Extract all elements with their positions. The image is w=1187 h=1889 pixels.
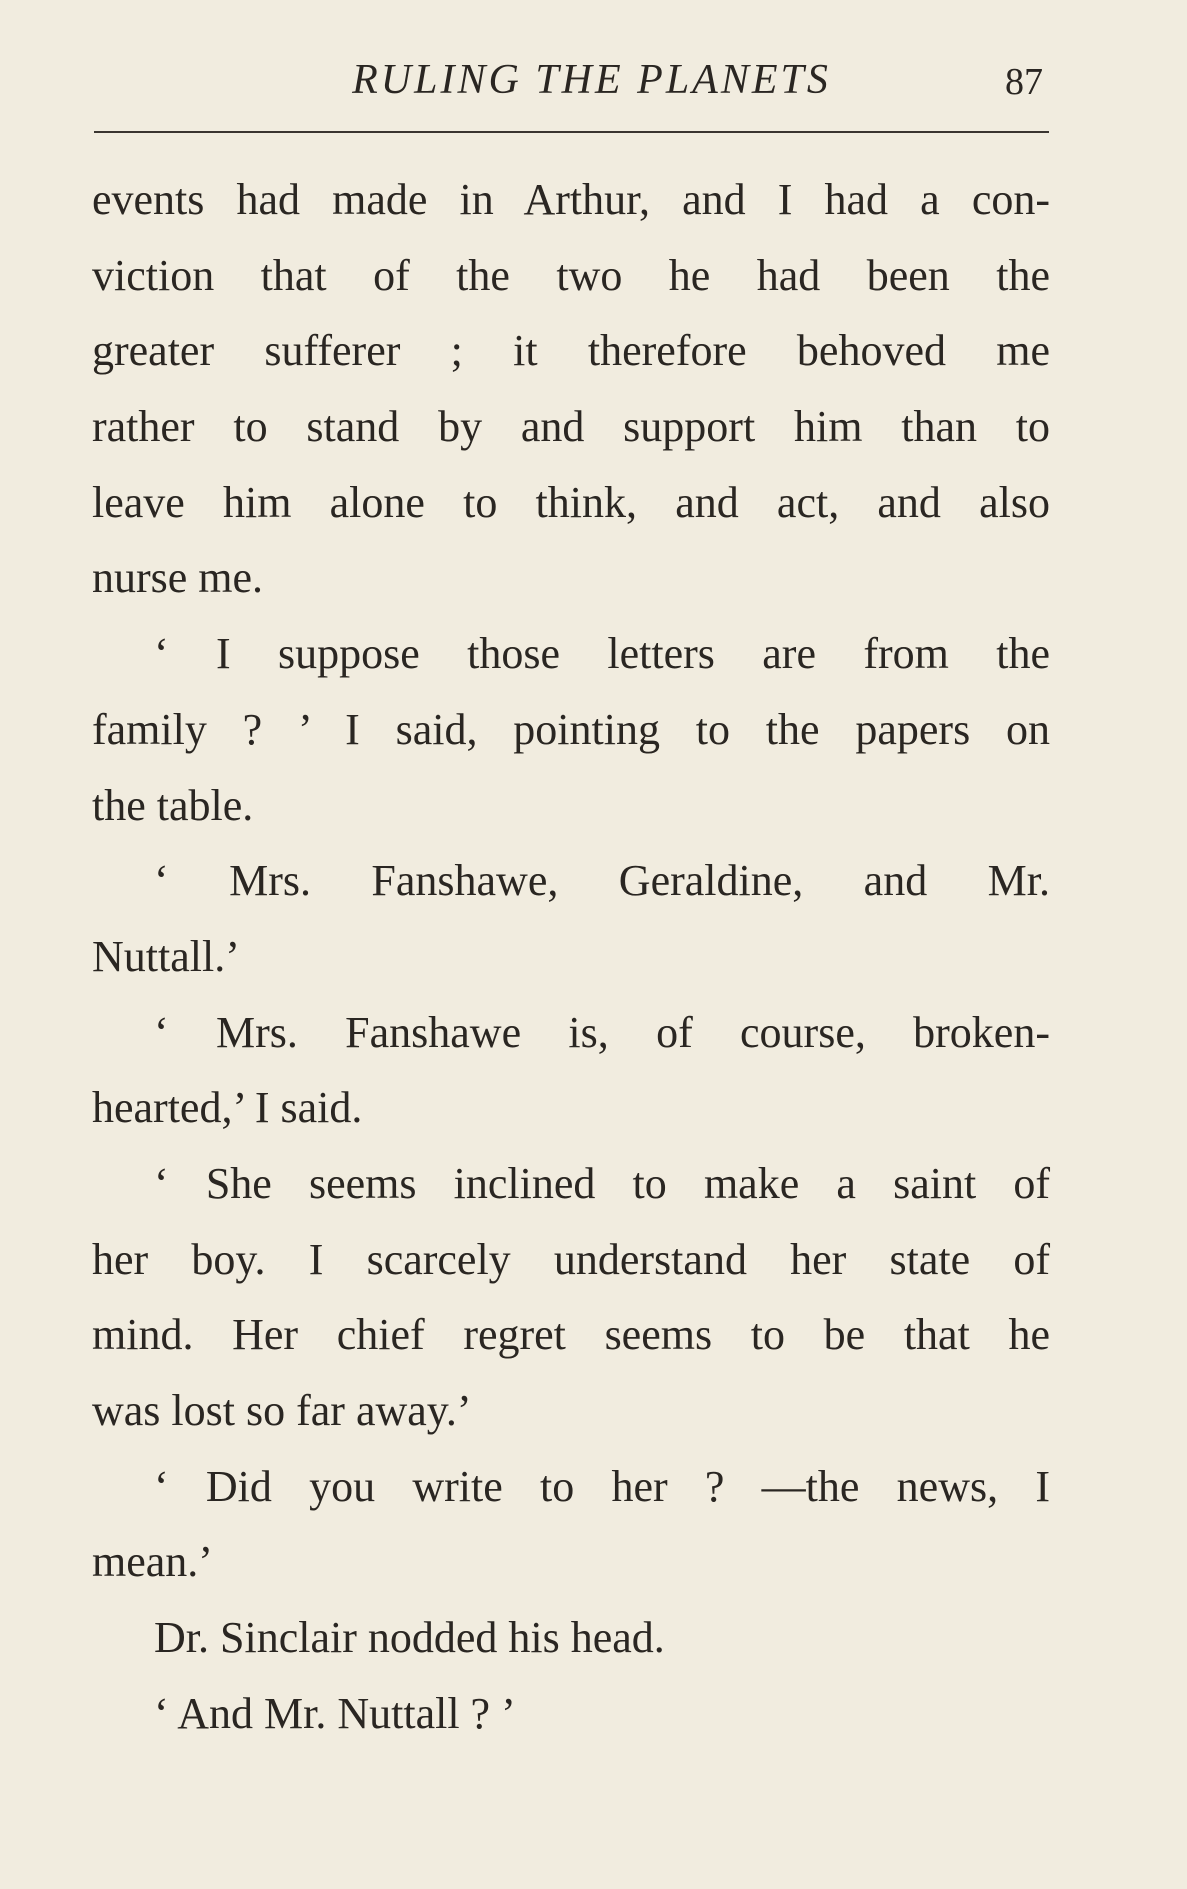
running-title: RULING THE PLANETS xyxy=(352,57,831,103)
text-line: events had made in Arthur, and I had a con- xyxy=(92,175,1050,224)
body-text xyxy=(92,162,1050,1751)
text-line: leave him alone to think, and act, and also xyxy=(92,477,1050,527)
text-line: hearted,’ I said. xyxy=(92,1083,363,1133)
text-line: Nuttall.’ xyxy=(92,931,240,981)
text-line: the table. xyxy=(92,780,254,830)
text-line: viction that of the two he had been the xyxy=(92,250,1050,300)
text-line: her boy. I scarcely understand her state of xyxy=(92,1234,1050,1284)
page-number: 87 xyxy=(1005,61,1043,103)
text-line: ‘ She seems inclined to make a saint of xyxy=(154,1158,1050,1208)
text-line: Dr. Sinclair nodded his head. xyxy=(154,1613,665,1663)
text-line: ‘ I suppose those letters are from the xyxy=(154,629,1050,679)
header-rule xyxy=(94,131,1049,133)
text-line: mean.’ xyxy=(92,1537,213,1587)
text-line: ‘ Did you write to her ? —the news, I xyxy=(154,1461,1050,1511)
text-line: nurse me. xyxy=(92,553,264,603)
text-line: was lost so far away.’ xyxy=(92,1386,472,1435)
text-line: ‘ And Mr. Nuttall ? ’ xyxy=(154,1688,516,1738)
text-line: family ? ’ I said, pointing to the papers on xyxy=(92,704,1050,754)
text-line: mind. Her chief regret seems to be that he xyxy=(92,1310,1050,1360)
text-line: rather to stand by and support him than to xyxy=(92,402,1050,452)
text-line: ‘ Mrs. Fanshawe is, of course, broken- xyxy=(154,1007,1050,1057)
text-line: greater sufferer ; it therefore behoved me xyxy=(92,326,1050,376)
text-line: ‘ Mrs. Fanshawe, Geraldine, and Mr. xyxy=(154,856,1050,906)
running-head xyxy=(94,52,1049,108)
